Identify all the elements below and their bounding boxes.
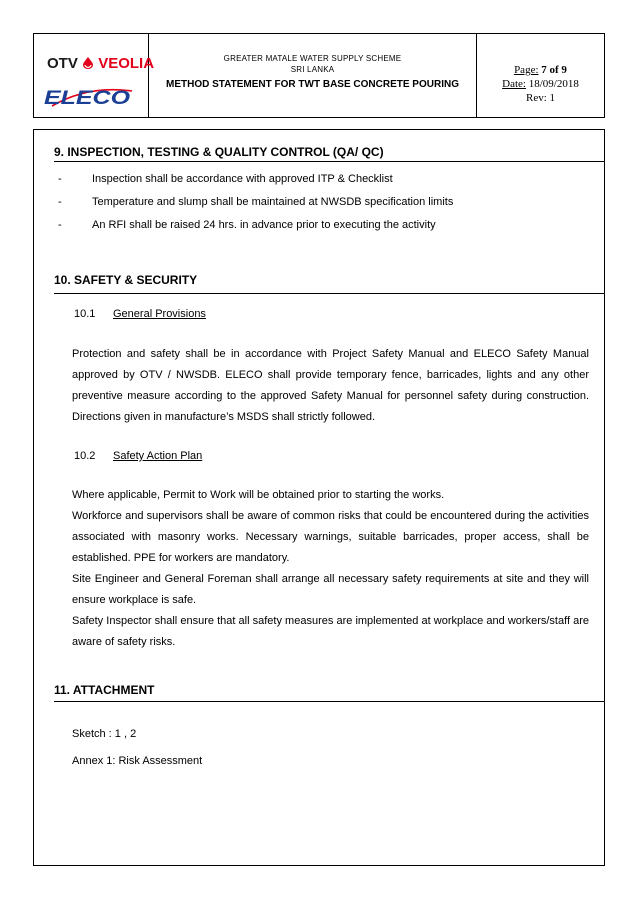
list-item: An RFI shall be raised 24 hrs. in advance prior to executing the activity (92, 219, 436, 231)
revision: Rev: 1 (525, 92, 556, 104)
page-number: Page: 7 of 9 (514, 64, 567, 76)
otv-veolia-logo: OTV VEOLIA (47, 55, 155, 72)
section-9-heading: 9. INSPECTION, TESTING & QUALITY CONTROL (QA/ QC) (54, 145, 384, 159)
veolia-drop-icon (83, 57, 93, 69)
section-9-rule (54, 161, 605, 162)
list-item-bullet: - (58, 173, 62, 185)
subsection-title-general-provisions: General Provisions (113, 308, 206, 320)
logo-cell (34, 34, 155, 117)
page-body (33, 129, 605, 866)
section-10-heading: 10. SAFETY & SECURITY (54, 273, 198, 287)
section-10-rule (54, 293, 605, 294)
subsection-title-safety-action-plan: Safety Action Plan (113, 450, 203, 462)
section-11-rule (54, 701, 605, 702)
eleco-logo (42, 87, 134, 107)
page-info-cell (477, 34, 604, 117)
safety-plan-paragraph-4: Safety Inspector shall ensure that all safety measures are implemented at workplace and workers/staff are aware of safety risks. (72, 615, 589, 648)
project-name: GREATER MATALE WATER SUPPLY SCHEME (223, 54, 402, 63)
subsection-number: 10.2 (74, 450, 96, 462)
eleco-logo-text: ELECO (44, 88, 131, 107)
list-item-bullet: - (58, 219, 62, 231)
attachment-item: Annex 1: Risk Assessment (72, 755, 203, 767)
attachment-item: Sketch : 1 , 2 (72, 728, 137, 740)
document-date: Date: 18/09/2018 (502, 78, 579, 90)
subsection-number: 10.1 (74, 308, 96, 320)
section-11-heading: 11. ATTACHMENT (54, 683, 155, 697)
safety-plan-paragraph-1: Where applicable, Permit to Work will be obtained prior to starting the works. (72, 489, 445, 501)
list-item: Temperature and slump shall be maintained at NWSDB specification limits (92, 196, 454, 208)
title-cell (149, 34, 477, 117)
document-header (33, 33, 605, 118)
document-title: METHOD STATEMENT FOR TWT BASE CONCRETE POURING (166, 79, 459, 90)
list-item: Inspection shall be accordance with approved ITP & Checklist (92, 173, 393, 185)
general-provisions-paragraph: Protection and safety shall be in accordance with Project Safety Manual and ELECO Safety Manual approved by OTV / NWSDB. ELECO shall provide temporary fence, barricades, lights and any other preventive measure according to the approved Safety Manual for personnel safety during construction. Directions given in manufacture’s MSDS shall strictly followed. (72, 348, 589, 423)
safety-plan-paragraph-2: Workforce and supervisors shall be aware of common risks that could be encountered during the activities associated with masonry works. Necessary warnings, suitable barricades, proper access, shall be established. PPE for workers are mandatory. (72, 510, 589, 564)
safety-plan-paragraph-3: Site Engineer and General Foreman shall arrange all necessary safety requirements at site and they will ensure workplace is safe. (72, 573, 589, 606)
project-country: SRI LANKA (290, 65, 335, 74)
list-item-bullet: - (58, 196, 62, 208)
